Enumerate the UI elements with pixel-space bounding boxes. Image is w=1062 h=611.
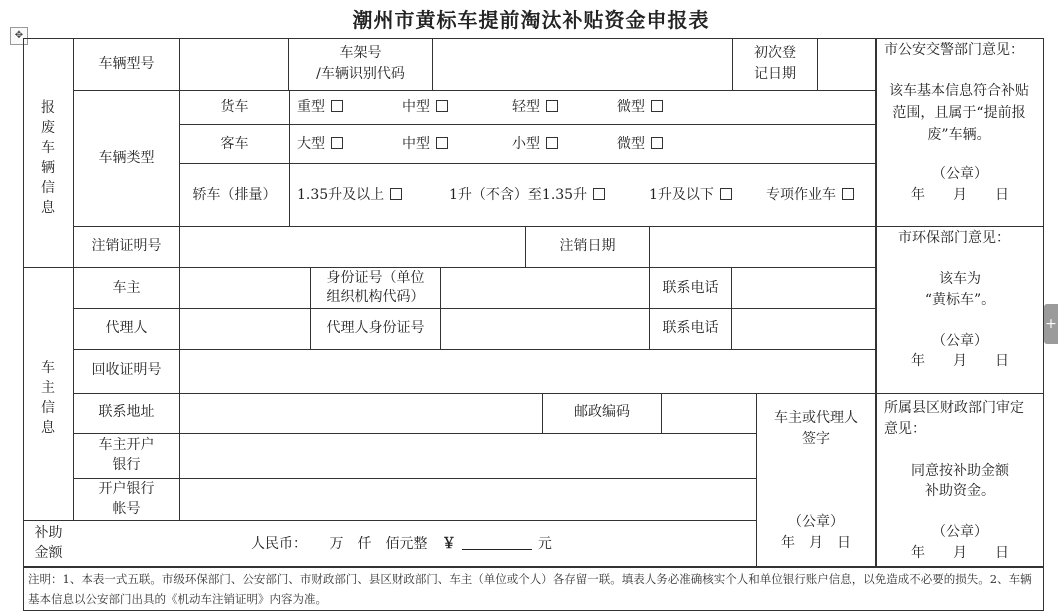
car-label: 轿车（排量） — [192, 187, 277, 203]
checkbox[interactable] — [842, 188, 854, 200]
address-label: 联系地址 — [98, 404, 155, 420]
truck-option-heavy[interactable] — [297, 97, 343, 117]
checkbox[interactable] — [546, 137, 558, 149]
checkbox[interactable] — [390, 188, 402, 200]
police-opinion-text: 该车基本信息符合补贴范围，且属于“提前报废”车辆。 — [889, 83, 1029, 143]
side-expand-tab[interactable]: + — [1044, 304, 1058, 344]
yen-symbol: ￥ — [441, 536, 456, 552]
reg-date-label-line1: 初次登 — [754, 45, 796, 61]
checkbox[interactable] — [651, 100, 663, 112]
dereg-cert-label: 注销证明号 — [91, 238, 162, 254]
checkbox[interactable] — [720, 188, 732, 200]
option-label: 专项作业车 — [766, 187, 836, 203]
owner-field[interactable] — [180, 269, 310, 307]
agent-label: 代理人 — [105, 320, 148, 336]
checkbox[interactable] — [436, 100, 448, 112]
police-opinion-title: 市公安交警部门意见： — [884, 42, 1024, 58]
car-option-under-1[interactable] — [649, 185, 732, 205]
signature-date: 年 月 日 — [781, 535, 851, 551]
bank-label-line2: 银行 — [112, 457, 141, 473]
signature-label-line2: 签字 — [802, 431, 830, 447]
police-date: 年 月 日 — [911, 187, 1009, 203]
agent-phone-label: 联系电话 — [662, 320, 719, 336]
account-label-line2: 帐号 — [112, 501, 141, 517]
vin-field[interactable] — [433, 40, 732, 90]
option-label: 轻型 — [512, 99, 540, 115]
checkbox[interactable] — [593, 188, 605, 200]
car-option-special[interactable] — [766, 185, 854, 205]
finance-opinion-text-1: 同意按补助金额 — [911, 463, 1009, 479]
table-move-handle-icon[interactable]: ✥ — [10, 27, 28, 45]
dereg-date-label: 注销日期 — [559, 238, 616, 254]
id-label-line2: 组织机构代码） — [326, 289, 425, 305]
vin-label-line2: /车辆识别代码 — [316, 66, 405, 82]
env-opinion-text-1: 该车为 — [939, 271, 981, 287]
bus-option-medium[interactable] — [402, 134, 448, 154]
bus-option-small[interactable] — [512, 134, 558, 154]
amount-field[interactable] — [462, 535, 532, 550]
owner-label: 车主 — [112, 280, 141, 296]
finance-opinion-text-2: 补助资金。 — [925, 483, 995, 499]
section-vehicle-info: 报废车辆信息 — [41, 100, 55, 216]
option-label: 微型 — [617, 99, 645, 115]
postcode-label: 邮政编码 — [574, 404, 630, 420]
yuan-label: 元 — [537, 536, 552, 552]
owner-phone-field[interactable] — [732, 269, 875, 307]
section-owner-info: 车主信息 — [41, 360, 55, 436]
reg-date-field[interactable] — [818, 40, 875, 90]
finance-seal: （公章） — [932, 524, 988, 540]
option-label: 微型 — [617, 136, 645, 152]
bank-label-line1: 车主开户 — [98, 437, 155, 453]
checkbox[interactable] — [436, 137, 448, 149]
bank-field[interactable] — [180, 435, 755, 477]
id-field[interactable] — [441, 269, 649, 307]
option-label: 1升（不含）至1.35升 — [449, 187, 588, 203]
truck-option-mini[interactable] — [617, 97, 663, 117]
dereg-date-field[interactable] — [650, 228, 875, 266]
signature-label-line1: 车主或代理人 — [774, 410, 858, 426]
owner-phone-label: 联系电话 — [662, 280, 719, 296]
vehicle-model-field[interactable] — [180, 40, 288, 90]
amount-units: 万 仟 佰元整 — [329, 536, 428, 552]
bus-option-large[interactable] — [297, 134, 343, 154]
account-label-line1: 开户银行 — [98, 481, 155, 497]
car-option-over-1-35[interactable] — [297, 185, 402, 205]
option-label: 小型 — [512, 136, 540, 152]
subsidy-label-line1: 补助 — [34, 525, 63, 541]
finance-date: 年 月 日 — [911, 545, 1009, 561]
reg-date-label-line2: 记日期 — [754, 66, 796, 82]
signature-seal: （公章） — [788, 514, 844, 530]
id-label-line1: 身份证号（单位 — [326, 270, 425, 286]
truck-option-medium[interactable] — [402, 97, 448, 117]
finance-opinion-title: 所属县区财政部门审定意见： — [884, 400, 1024, 437]
option-label: 重型 — [297, 99, 325, 115]
env-opinion-text-2: “黄标车”。 — [924, 292, 996, 308]
postcode-field[interactable] — [662, 395, 755, 432]
subsidy-amount-line — [251, 534, 552, 554]
vehicle-type-label: 车辆类型 — [98, 150, 155, 166]
option-label: 1.35升及以上 — [297, 187, 385, 203]
agent-field[interactable] — [180, 310, 310, 348]
form-notes: 注明：1、本表一式五联。市级环保部门、公安部门、市财政部门、县区财政部门、车主（单位或个人）各存留一联。填表人务必准确核实个人和单位银行账户信息，以免造成不必要的损失。2、车辆基本信息以公安部门出具的《机动车注销证明》内容为准。 — [28, 572, 1032, 606]
form-title: 潮州市黄标车提前淘汰补贴资金申报表 — [352, 8, 710, 32]
env-opinion-title: 市环保部门意见： — [898, 230, 1010, 246]
env-seal: （公章） — [932, 333, 988, 349]
address-field[interactable] — [180, 395, 542, 432]
subsidy-label-line2: 金额 — [34, 545, 63, 561]
account-field[interactable] — [180, 480, 755, 519]
checkbox[interactable] — [546, 100, 558, 112]
bus-label: 客车 — [220, 136, 249, 152]
checkbox[interactable] — [331, 100, 343, 112]
bus-option-mini[interactable] — [617, 134, 663, 154]
agent-phone-field[interactable] — [732, 310, 875, 348]
recycle-cert-field[interactable] — [180, 351, 875, 392]
vehicle-model-label: 车辆型号 — [98, 56, 155, 72]
police-seal: （公章） — [932, 166, 988, 182]
option-label: 中型 — [402, 136, 430, 152]
checkbox[interactable] — [331, 137, 343, 149]
option-label: 中型 — [402, 99, 430, 115]
option-label: 1升及以下 — [649, 187, 714, 203]
option-label: 大型 — [297, 136, 325, 152]
checkbox[interactable] — [651, 137, 663, 149]
vin-label-line1: 车架号 — [339, 45, 382, 61]
truck-label: 货车 — [220, 99, 249, 115]
agent-id-field[interactable] — [441, 310, 649, 348]
dereg-cert-field[interactable] — [180, 228, 525, 266]
truck-option-light[interactable] — [512, 97, 558, 117]
rmb-label: 人民币： — [251, 536, 307, 552]
env-date: 年 月 日 — [911, 353, 1009, 369]
recycle-cert-label: 回收证明号 — [91, 362, 162, 378]
car-option-1-to-1-35[interactable] — [449, 185, 605, 205]
agent-id-label: 代理人身份证号 — [326, 320, 425, 336]
